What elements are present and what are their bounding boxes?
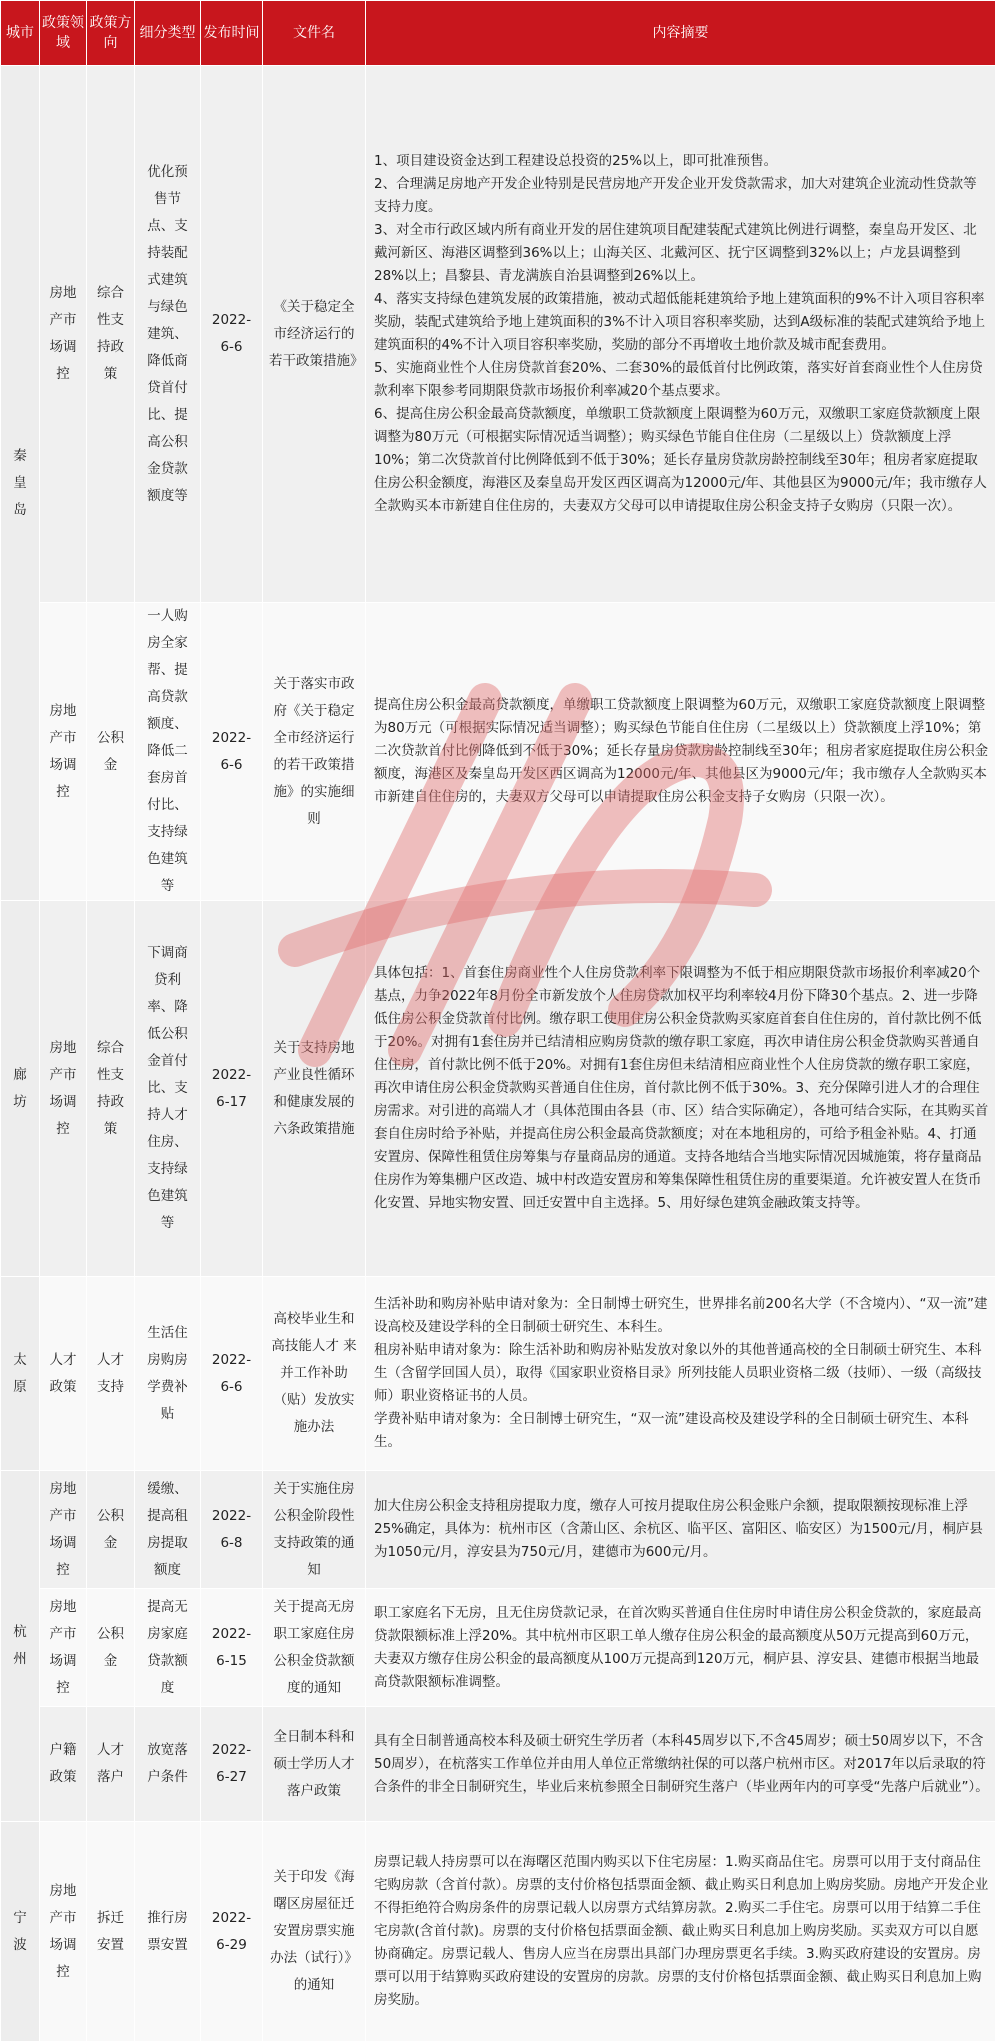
table-row xyxy=(1,66,995,603)
city-cell: 廊坊 xyxy=(1,901,40,1277)
field-cell: 房地产市场调控 xyxy=(40,901,87,1277)
type-cell: 下调商贷利率、降低公积金首付比、支持人才住房、支持绿色建筑等 xyxy=(135,901,201,1277)
date-cell: 2022-6-17 xyxy=(201,901,263,1277)
doc-cell: 高校毕业生和高技能人才 来并工作补助（贴）发放实施办法 xyxy=(263,1277,366,1471)
field-cell: 房地产市场调控 xyxy=(40,1471,87,1589)
table-row xyxy=(1,1822,995,2042)
type-cell: 生活住房购房学费补贴 xyxy=(135,1277,201,1471)
field-cell: 房地产市场调控 xyxy=(40,1822,87,2042)
field-cell: 房地产市场调控 xyxy=(40,603,87,901)
date-cell: 2022-6-8 xyxy=(201,1471,263,1589)
header-date: 发布时间 xyxy=(201,1,263,66)
content-para: 职工家庭名下无房，且无住房贷款记录，在首次购买普通自住住房时申请住房公积金贷款的，家庭最高贷款限额标准上浮20%。其中杭州市区职工单人缴存住房公积金的最高额度从50万元提高到60万元，夫妻双方缴存住房公积金的最高额度从100万元提高到120万元，桐庐县、淳安县、建德市根据当地最高贷款限额标准调整。 xyxy=(374,1602,989,1694)
content-para: 具有全日制普通高校本科及硕士研究生学历者（本科45周岁以下,不含45周岁；硕士50周岁以下，不含50周岁），在杭落实工作单位并由用人单位正常缴纳社保的可以落户杭州市区。对2017年以后录取的符合条件的非全日制研究生，毕业后来杭参照全日制研究生落户（毕业两年内的可享受“先落户后就业”）。 xyxy=(374,1730,989,1799)
header-doc: 文件名 xyxy=(263,1,366,66)
doc-cell: 关于支持房地产业良性循环和健康发展的六条政策措施 xyxy=(263,901,366,1277)
content-para: 5、实施商业性个人住房贷款首套20%、二套30%的最低首付比例政策，落实好首套商业性个人住房贷款利率下限参考同期限贷款市场报价利率减20个基点要求。 xyxy=(374,357,989,403)
direction-cell: 人才落户 xyxy=(87,1707,135,1822)
content-para: 1、项目建设资金达到工程建设总投资的25%以上，即可批准预售。 xyxy=(374,150,989,173)
content-para: 房票记载人持房票可以在海曙区范围内购买以下住宅房屋：1.购买商品住宅。房票可以用于支付商品住宅购房款（含首付款）。房票的支付价格包括票面金额、截止购买日利息加上购房奖励。房地产开发企业不得拒绝符合购房条件的房票记载人以房票方式结算房款。2.购买二手住宅。房票可以用于结算二手住宅房款(含首付款)。房票的支付价格包括票面金额、截止购买日利息加上购房奖励。买卖双方可以自愿协商确定。房票记载人、售房人应当在房票出具部门办理房票更名手续。3.购买政府建设的安置房。房票可以用于结算购买政府建设的安置房的房款。房票的支付价格包括票面金额、截止购买日利息加上购房奖励。 xyxy=(374,1851,989,2012)
table-row xyxy=(1,1589,995,1707)
content-para: 加大住房公积金支持租房提取力度，缴存人可按月提取住房公积金账户余额，提取限额按现标准上浮25%确定，具体为：杭州市区（含萧山区、余杭区、临平区、富阳区、临安区）为1500元/月，桐庐县为1050元/月，淳安县为750元/月，建德市为600元/月。 xyxy=(374,1495,989,1564)
table-row xyxy=(1,1707,995,1822)
type-cell: 提高无房家庭贷款额度 xyxy=(135,1589,201,1707)
header-content: 内容摘要 xyxy=(366,1,995,66)
city-cell: 宁波 xyxy=(1,1822,40,2042)
content-cell xyxy=(366,66,995,603)
date-cell: 2022-6-15 xyxy=(201,1589,263,1707)
field-cell: 人才政策 xyxy=(40,1277,87,1471)
field-cell: 房地产市场调控 xyxy=(40,66,87,603)
header-row xyxy=(1,1,995,66)
content-para: 学费补贴申请对象为：全日制博士研究生，“双一流”建设高校及建设学科的全日制硕士研究生、本科生。 xyxy=(374,1408,989,1454)
table-row xyxy=(1,1277,995,1471)
doc-cell: 《关于稳定全市经济运行的若干政策措施》 xyxy=(263,66,366,603)
header-field: 政策领域 xyxy=(40,1,87,66)
city-cell: 太原 xyxy=(1,1277,40,1471)
content-cell xyxy=(366,1822,995,2042)
table-row xyxy=(1,603,995,901)
type-cell: 缓缴、提高租房提取额度 xyxy=(135,1471,201,1589)
city-cell: 杭州 xyxy=(1,1471,40,1822)
content-para: 2、合理满足房地产开发企业特别是民营房地产开发企业开发贷款需求，加大对建筑企业流动性贷款等支持力度。 xyxy=(374,173,989,219)
date-cell: 2022-6-6 xyxy=(201,66,263,603)
content-cell xyxy=(366,1589,995,1707)
date-cell: 2022-6-29 xyxy=(201,1822,263,2042)
type-cell: 优化预售节点、支持装配式建筑与绿色建筑、降低商贷首付比、提高公积金贷款额度等 xyxy=(135,66,201,603)
content-para: 生活补助和购房补贴申请对象为：全日制博士研究生，世界排名前200名大学（不含境内）、“双一流”建设高校及建设学科的全日制硕士研究生、本科生。 xyxy=(374,1293,989,1339)
table-row xyxy=(1,1471,995,1589)
header-city: 城市 xyxy=(1,1,40,66)
direction-cell: 拆迁安置 xyxy=(87,1822,135,2042)
content-cell xyxy=(366,1471,995,1589)
content-para: 租房补贴申请对象为：除生活补助和购房补贴发放对象以外的其他普通高校的全日制硕士研究生、本科生（含留学回国人员），取得《国家职业资格目录》所列技能人员职业资格二级（技师）、一级（高级技师）职业资格证书的人员。 xyxy=(374,1339,989,1408)
doc-cell: 关于落实市政府《关于稳定全市经济运行的若干政策措施》的实施细则 xyxy=(263,603,366,901)
header-direction: 政策方向 xyxy=(87,1,135,66)
table-row xyxy=(1,901,995,1277)
doc-cell: 关于实施住房公积金阶段性支持政策的通知 xyxy=(263,1471,366,1589)
content-para: 6、提高住房公积金最高贷款额度，单缴职工贷款额度上限调整为60万元，双缴职工家庭贷款额度上限调整为80万元（可根据实际情况适当调整）；购买绿色节能自住住房（二星级以上）贷款额度上浮10%；第二次贷款首付比例降低到不低于30%；延长存量房贷款房龄控制线至30年；租房者家庭提取住房公积金额度，海港区及秦皇岛开发区西区调高为12000元/年、其他县区为9000元/年；我市缴存人全款购买本市新建自住住房的，夫妻双方父母可以申请提取住房公积金支持子女购房（只限一次）。 xyxy=(374,403,989,518)
direction-cell: 综合性支持政策 xyxy=(87,66,135,603)
city-cell: 秦皇岛 xyxy=(1,66,40,901)
date-cell: 2022-6-27 xyxy=(201,1707,263,1822)
content-cell xyxy=(366,1707,995,1822)
field-cell: 房地产市场调控 xyxy=(40,1589,87,1707)
content-para: 具体包括：1、首套住房商业性个人住房贷款利率下限调整为不低于相应期限贷款市场报价利率减20个基点，力争2022年8月份全市新发放个人住房贷款加权平均利率较4月份下降30个基点。2、进一步降低住房公积金贷款首付比例。缴存职工使用住房公积金贷款购买家庭首套自住住房的，首付款比例不低于20%。对拥有1套住房并已结清相应购房贷款的缴存职工家庭，再次申请住房公积金贷款购买普通自住住房，首付款比例不低于20%。对拥有1套住房但未结清相应商业性个人住房贷款的缴存职工家庭，再次申请住房公积金贷款购买普通自住住房，首付款比例不低于30%。3、充分保障引进人才的合理住房需求。对引进的高端人才（具体范围由各县（市、区）结合实际确定），各地可结合实际，在其购买首套自住房时给予补贴，并提高住房公积金最高贷款额度；对在本地租房的，可给予租金补贴。4、打通安置房、保障性租赁住房筹集与存量商品房的通道。支持各地结合当地实际情况因城施策，将存量商品住房作为筹集棚户区改造、城中村改造安置房和筹集保障性租赁住房的重要渠道。允许被安置人在货币化安置、异地实物安置、回迁安置中自主选择。5、用好绿色建筑金融政策支持等。 xyxy=(374,962,989,1215)
doc-cell: 关于印发《海曙区房屋征迁安置房票实施办法（试行）》的通知 xyxy=(263,1822,366,2042)
date-cell: 2022-6-6 xyxy=(201,603,263,901)
content-cell xyxy=(366,603,995,901)
type-cell: 放宽落户条件 xyxy=(135,1707,201,1822)
content-cell xyxy=(366,1277,995,1471)
content-para: 3、对全市行政区域内所有商业开发的居住建筑项目配建装配式建筑比例进行调整，秦皇岛开发区、北戴河新区、海港区调整到36%以上；山海关区、北戴河区、抚宁区调整到32%以上；卢龙县调整到28%以上；昌黎县、青龙满族自治县调整到26%以上。 xyxy=(374,219,989,288)
direction-cell: 人才支持 xyxy=(87,1277,135,1471)
field-cell: 户籍政策 xyxy=(40,1707,87,1822)
header-type: 细分类型 xyxy=(135,1,201,66)
content-cell xyxy=(366,901,995,1277)
content-para: 4、落实支持绿色建筑发展的政策措施，被动式超低能耗建筑给予地上建筑面积的9%不计入项目容积率奖励，装配式建筑给予地上建筑面积的3%不计入项目容积率奖励，达到A级标准的装配式建筑给予地上建筑面积的4%不计入项目容积率奖励，奖励的部分不再增收土地价款及城市配套费用。 xyxy=(374,288,989,357)
direction-cell: 公积金 xyxy=(87,1589,135,1707)
direction-cell: 公积金 xyxy=(87,603,135,901)
content-para: 提高住房公积金最高贷款额度，单缴职工贷款额度上限调整为60万元，双缴职工家庭贷款额度上限调整为80万元（可根据实际情况适当调整）；购买绿色节能自住住房（二星级以上）贷款额度上浮10%；第二次贷款首付比例降低到不低于30%；延长存量房贷款房龄控制线至30年；租房者家庭提取住房公积金额度，海港区及秦皇岛开发区西区调高为12000元/年、其他县区为9000元/年；我市缴存人全款购买本市新建自住住房的，夫妻双方父母可以申请提取住房公积金支持子女购房（只限一次）。 xyxy=(374,694,989,809)
doc-cell: 关于提高无房职工家庭住房公积金贷款额度的通知 xyxy=(263,1589,366,1707)
type-cell: 一人购房全家帮、提高贷款额度、降低二套房首付比、支持绿色建筑等 xyxy=(135,603,201,901)
direction-cell: 公积金 xyxy=(87,1471,135,1589)
date-cell: 2022-6-6 xyxy=(201,1277,263,1471)
direction-cell: 综合性支持政策 xyxy=(87,901,135,1277)
type-cell: 推行房票安置 xyxy=(135,1822,201,2042)
doc-cell: 全日制本科和硕士学历人才落户政策 xyxy=(263,1707,366,1822)
